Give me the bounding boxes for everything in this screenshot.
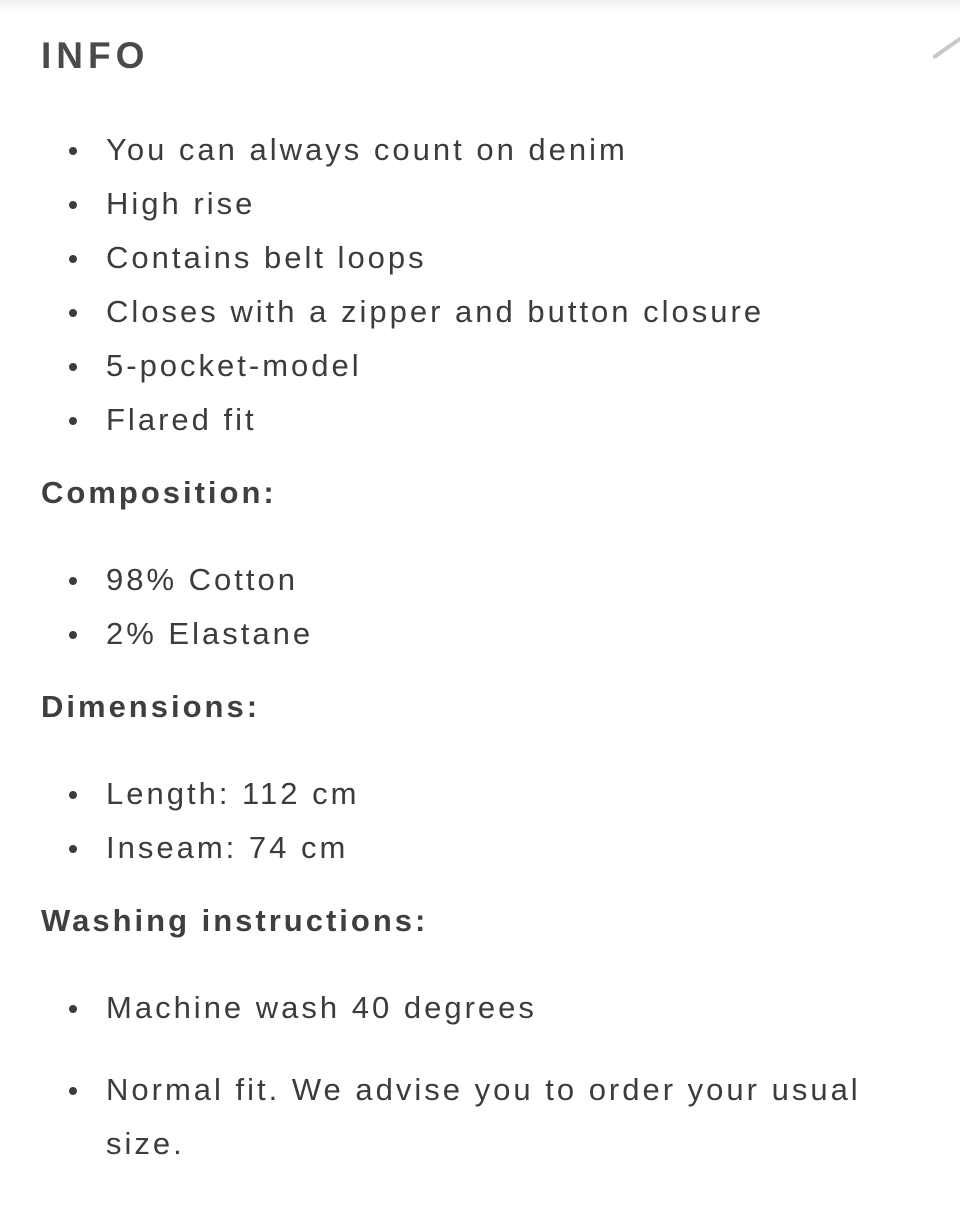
list-item: Machine wash 40 degrees — [41, 981, 936, 1035]
info-list — [41, 123, 936, 447]
composition-list — [41, 553, 936, 661]
list-item: 2% Elastane — [41, 607, 936, 661]
top-shadow — [0, 0, 960, 14]
list-item: Inseam: 74 cm — [41, 821, 936, 875]
list-item: 98% Cotton — [41, 553, 936, 607]
list-item: Closes with a zipper and button closure — [41, 285, 936, 339]
product-info-panel — [41, 34, 936, 1171]
list-item: You can always count on denim — [41, 123, 936, 177]
list-item: 5-pocket-model — [41, 339, 936, 393]
washing-instructions-heading: Washing instructions: — [41, 903, 429, 938]
info-title: INFO — [41, 35, 150, 76]
composition-heading: Composition: — [41, 475, 277, 510]
list-item: High rise — [41, 177, 936, 231]
washing-instructions-list — [41, 981, 936, 1171]
list-item: Length: 112 cm — [41, 767, 936, 821]
list-item: Flared fit — [41, 393, 936, 447]
edit-pencil-icon — [932, 37, 960, 60]
dimensions-heading: Dimensions: — [41, 689, 261, 724]
list-item: Contains belt loops — [41, 231, 936, 285]
dimensions-list — [41, 767, 936, 875]
list-item: Normal fit. We advise you to order your usual size. — [41, 1063, 936, 1171]
